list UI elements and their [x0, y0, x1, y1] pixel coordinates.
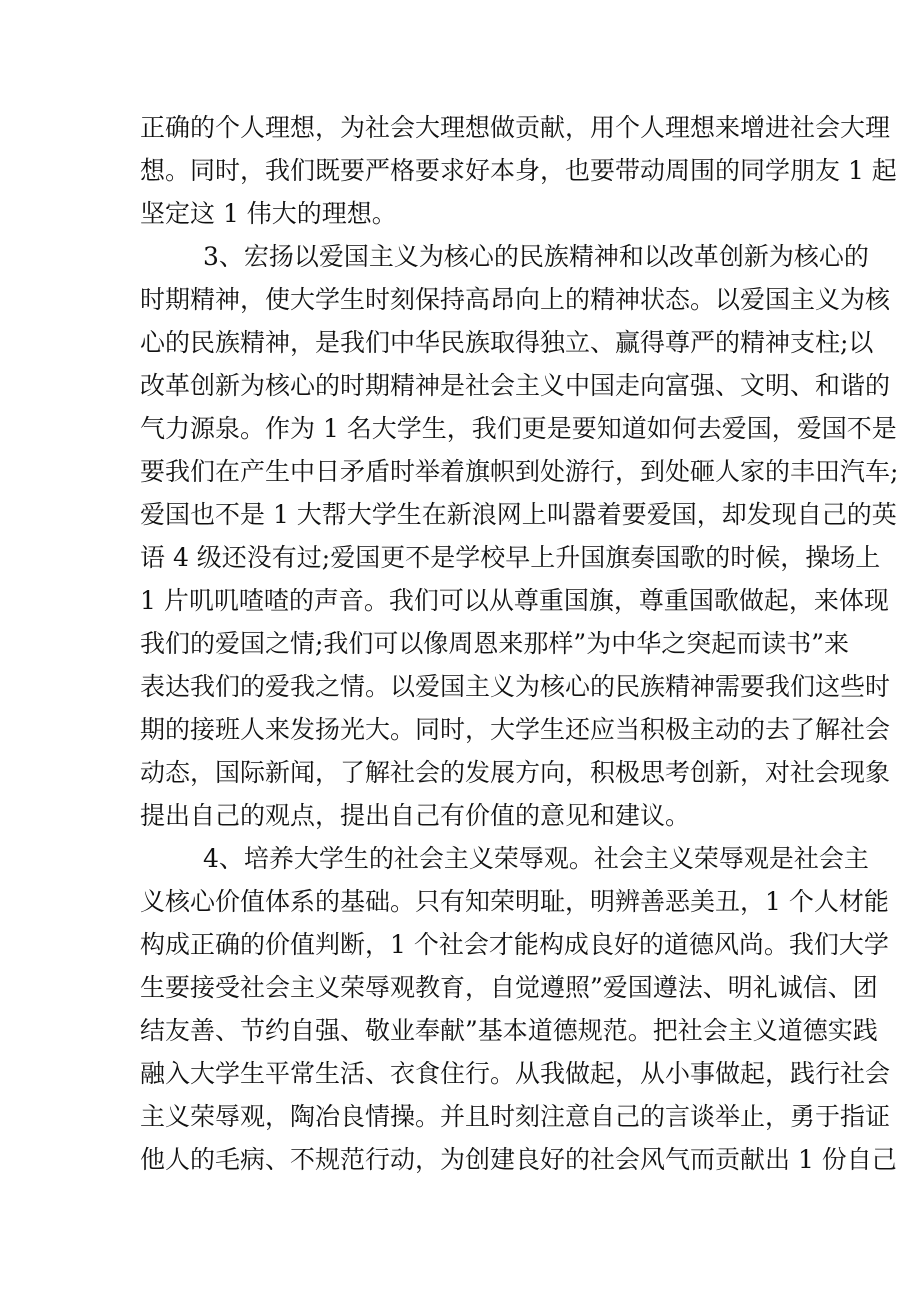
text-line: 表达我们的爱我之情。以爱国主义为核心的民族精神需要我们这些时: [140, 672, 891, 701]
text-line: 爱国也不是 1 大帮大学生在新浪网上叫嚣着要爱国，却发现自己的英: [140, 500, 897, 529]
text-line: 1 片叽叽喳喳的声音。我们可以从尊重国旗，尊重国歌做起，来体现: [140, 586, 889, 615]
text-line: 语 4 级还没有过;爱国更不是学校早上升国旗奏国歌的时候，操场上: [140, 543, 881, 572]
text-line: 3、宏扬以爱国主义为核心的民族精神和以改革创新为核心的: [203, 242, 869, 271]
text-line: 4、培养大学生的社会主义荣辱观。社会主义荣辱观是社会主: [203, 844, 869, 873]
text-line: 正确的个人理想，为社会大理想做贡献，用个人理想来增进社会大理: [140, 113, 891, 142]
text-line: 想。同时，我们既要严格要求好本身，也要带动周围的同学朋友 1 起: [140, 156, 897, 185]
text-line: 他人的毛病、不规范行动，为创建良好的社会风气而贡献出 1 份自己: [140, 1145, 897, 1174]
text-line: 融入大学生平常生活、衣食住行。从我做起，从小事做起，践行社会: [140, 1059, 891, 1088]
text-line: 要我们在产生中日矛盾时举着旗帜到处游行，到处砸人家的丰田汽车;: [140, 457, 899, 486]
text-line: 坚定这 1 伟大的理想。: [140, 199, 397, 228]
text-line: 提出自己的观点，提出自己有价值的意见和建议。: [140, 801, 691, 830]
text-line: 我们的爱国之情;我们可以像周恩来那样”为中华之突起而读书”来: [140, 629, 849, 658]
text-line: 期的接班人来发扬光大。同时，大学生还应当积极主动的去了解社会: [140, 715, 891, 744]
text-line: 主义荣辱观，陶冶良情操。并且时刻注意自己的言谈举止，勇于指证: [140, 1102, 891, 1131]
text-line: 气力源泉。作为 1 名大学生，我们更是要知道如何去爱国，爱国不是: [140, 414, 897, 443]
text-line: 心的民族精神，是我们中华民族取得独立、赢得尊严的精神支柱;以: [140, 328, 874, 357]
text-line: 结友善、节约自强、敬业奉献”基本道德规范。把社会主义道德实践: [140, 1016, 878, 1045]
text-line: 时期精神，使大学生时刻保持高昂向上的精神状态。以爱国主义为核: [140, 285, 891, 314]
text-line: 改革创新为核心的时期精神是社会主义中国走向富强、文明、和谐的: [140, 371, 891, 400]
text-line: 义核心价值体系的基础。只有知荣明耻，明辨善恶美丑，1 个人材能: [140, 887, 889, 916]
text-line: 动态，国际新闻，了解社会的发展方向，积极思考创新，对社会现象: [140, 758, 891, 787]
text-line: 构成正确的价值判断，1 个社会才能构成良好的道德风尚。我们大学: [140, 930, 889, 959]
text-line: 生要接受社会主义荣辱观教育，自觉遵照”爱国遵法、明礼诚信、团: [140, 973, 878, 1002]
